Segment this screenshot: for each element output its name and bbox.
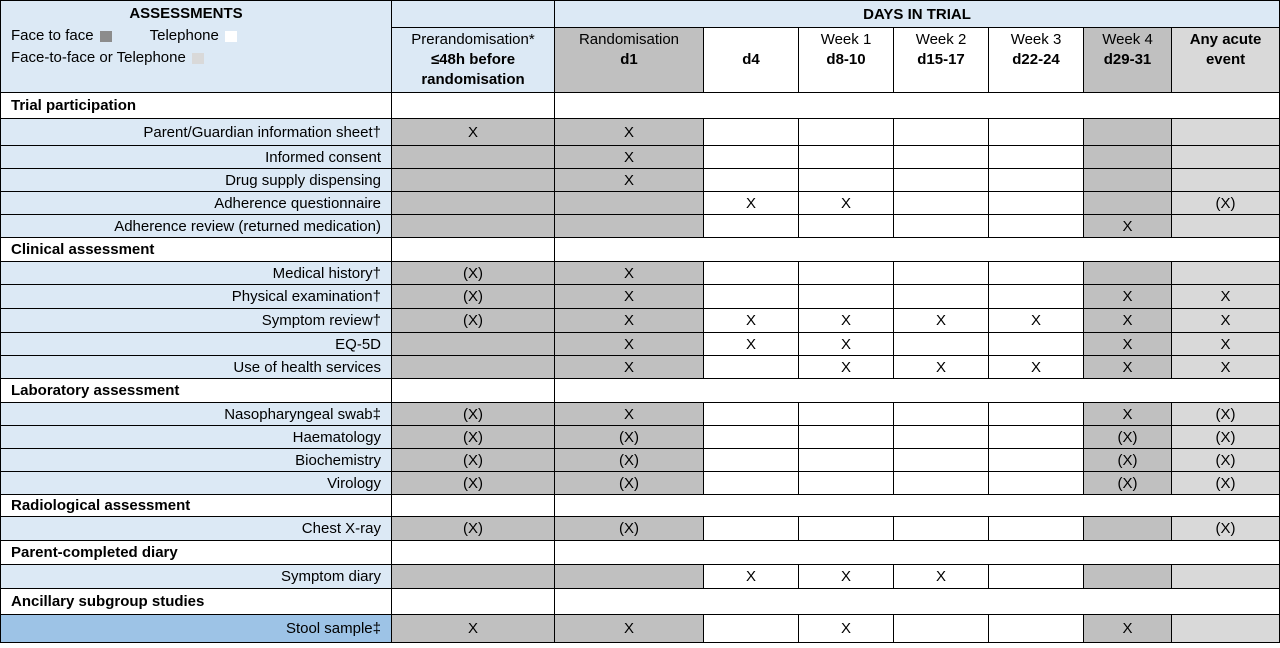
schedule-cell: X bbox=[1172, 356, 1280, 379]
schedule-cell bbox=[894, 146, 989, 169]
schedule-cell bbox=[704, 285, 799, 309]
table-row bbox=[1, 333, 1280, 356]
schedule-cell bbox=[894, 517, 989, 541]
row-label: EQ-5D bbox=[1, 333, 392, 356]
schedule-cell bbox=[1172, 119, 1280, 146]
col-header-line: Prerandomisation* bbox=[411, 31, 535, 48]
table-row bbox=[1, 146, 1280, 169]
schedule-cell bbox=[1084, 517, 1172, 541]
col-header-line: Week 2 bbox=[915, 31, 967, 48]
schedule-cell: (X) bbox=[555, 426, 704, 449]
legend-either-label: Face-to-face or Telephone bbox=[11, 49, 186, 66]
col-header-line bbox=[704, 30, 798, 50]
row-label: Symptom review† bbox=[1, 309, 392, 333]
schedule-cell bbox=[392, 169, 555, 192]
section-blank-cell bbox=[392, 379, 555, 403]
schedule-cell: X bbox=[555, 309, 704, 333]
schedule-cell bbox=[989, 169, 1084, 192]
schedule-cell: X bbox=[894, 309, 989, 333]
col-header-randomisation bbox=[555, 28, 704, 93]
schedule-cell bbox=[894, 119, 989, 146]
schedule-cell bbox=[704, 449, 799, 472]
schedule-cell: (X) bbox=[392, 285, 555, 309]
schedule-cell: (X) bbox=[392, 449, 555, 472]
col-header-line: randomisation bbox=[421, 71, 525, 88]
schedule-cell bbox=[704, 119, 799, 146]
schedule-cell bbox=[1084, 262, 1172, 285]
schedule-cell bbox=[989, 449, 1084, 472]
schedule-cell: X bbox=[989, 356, 1084, 379]
schedule-cell bbox=[989, 472, 1084, 495]
schedule-cell: (X) bbox=[1084, 449, 1172, 472]
schedule-cell: X bbox=[799, 356, 894, 379]
schedule-cell bbox=[894, 426, 989, 449]
schedule-cell: X bbox=[799, 615, 894, 643]
schedule-cell bbox=[894, 215, 989, 238]
schedule-cell bbox=[799, 146, 894, 169]
section-row bbox=[1, 495, 1280, 517]
row-label: Nasopharyngeal swab‡ bbox=[1, 403, 392, 426]
schedule-cell bbox=[894, 262, 989, 285]
schedule-cell bbox=[989, 262, 1084, 285]
schedule-cell: (X) bbox=[1172, 426, 1280, 449]
section-title: Parent-completed diary bbox=[1, 541, 392, 565]
col-header-week4 bbox=[1084, 28, 1172, 93]
schedule-cell: (X) bbox=[392, 262, 555, 285]
schedule-cell: (X) bbox=[392, 426, 555, 449]
assessments-header bbox=[1, 1, 392, 93]
schedule-cell: X bbox=[1172, 285, 1280, 309]
table-row bbox=[1, 356, 1280, 379]
row-label: Haematology bbox=[1, 426, 392, 449]
schedule-cell bbox=[989, 119, 1084, 146]
schedule-cell bbox=[704, 262, 799, 285]
col-header-line: d8-10 bbox=[826, 51, 866, 68]
schedule-cell bbox=[894, 615, 989, 643]
col-header-line: Week 4 bbox=[1102, 31, 1153, 48]
schedule-cell bbox=[989, 333, 1084, 356]
schedule-cell: X bbox=[989, 309, 1084, 333]
schedule-cell bbox=[989, 565, 1084, 589]
schedule-cell bbox=[894, 449, 989, 472]
legend-row-2 bbox=[11, 47, 391, 69]
col-header-line: d15-17 bbox=[917, 51, 965, 68]
schedule-cell: X bbox=[1084, 215, 1172, 238]
table-row bbox=[1, 169, 1280, 192]
days-in-trial-header: DAYS IN TRIAL bbox=[555, 1, 1280, 28]
schedule-cell: X bbox=[704, 333, 799, 356]
schedule-cell bbox=[894, 169, 989, 192]
schedule-cell: X bbox=[799, 333, 894, 356]
schedule-cell: X bbox=[555, 356, 704, 379]
schedule-cell: X bbox=[1084, 285, 1172, 309]
schedule-cell bbox=[989, 146, 1084, 169]
schedule-cell bbox=[989, 615, 1084, 643]
schedule-cell bbox=[704, 472, 799, 495]
schedule-cell: X bbox=[704, 565, 799, 589]
col-header-line: Week 1 bbox=[820, 31, 872, 48]
schedule-cell: (X) bbox=[392, 403, 555, 426]
schedule-cell bbox=[1172, 169, 1280, 192]
section-blank-cell bbox=[555, 541, 1280, 565]
section-title: Clinical assessment bbox=[1, 238, 392, 262]
schedule-cell: X bbox=[555, 146, 704, 169]
col-header-week3 bbox=[989, 28, 1084, 93]
section-blank-cell bbox=[555, 379, 1280, 403]
section-title: Ancillary subgroup studies bbox=[1, 589, 392, 615]
schedule-cell bbox=[989, 403, 1084, 426]
col-header-line: Any acute bbox=[1189, 31, 1262, 48]
schedule-cell: (X) bbox=[1172, 517, 1280, 541]
schedule-cell bbox=[799, 119, 894, 146]
schedule-cell bbox=[704, 615, 799, 643]
col-header-line: d4 bbox=[742, 51, 760, 68]
schedule-cell bbox=[989, 285, 1084, 309]
row-label: Use of health services bbox=[1, 356, 392, 379]
schedule-cell bbox=[392, 565, 555, 589]
row-label: Parent/Guardian information sheet† bbox=[1, 119, 392, 146]
schedule-cell bbox=[392, 333, 555, 356]
schedule-cell bbox=[555, 192, 704, 215]
col-header-prerandomisation bbox=[392, 28, 555, 93]
schedule-cell bbox=[704, 169, 799, 192]
section-blank-cell bbox=[392, 495, 555, 517]
schedule-cell: (X) bbox=[392, 309, 555, 333]
schedule-cell bbox=[392, 146, 555, 169]
schedule-cell: X bbox=[1084, 403, 1172, 426]
schedule-cell bbox=[989, 192, 1084, 215]
schedule-cell bbox=[704, 517, 799, 541]
section-row bbox=[1, 541, 1280, 565]
schedule-cell: X bbox=[392, 615, 555, 643]
schedule-cell: X bbox=[704, 192, 799, 215]
schedule-cell bbox=[989, 517, 1084, 541]
schedule-cell bbox=[1172, 262, 1280, 285]
schedule-cell bbox=[704, 403, 799, 426]
section-row bbox=[1, 589, 1280, 615]
schedule-cell bbox=[1084, 146, 1172, 169]
schedule-cell bbox=[894, 403, 989, 426]
schedule-cell: X bbox=[799, 309, 894, 333]
either-swatch-icon bbox=[192, 53, 204, 64]
schedule-cell bbox=[392, 192, 555, 215]
table-row bbox=[1, 615, 1280, 643]
col-header-line: d29-31 bbox=[1103, 51, 1152, 68]
schedule-cell: (X) bbox=[555, 472, 704, 495]
schedule-cell: X bbox=[799, 565, 894, 589]
schedule-cell bbox=[1172, 146, 1280, 169]
section-blank-cell bbox=[555, 589, 1280, 615]
section-row bbox=[1, 93, 1280, 119]
schedule-cell: X bbox=[1084, 356, 1172, 379]
header-row-top bbox=[1, 1, 1280, 28]
row-label: Physical examination† bbox=[1, 285, 392, 309]
table-row bbox=[1, 403, 1280, 426]
schedule-cell bbox=[894, 333, 989, 356]
section-row bbox=[1, 379, 1280, 403]
col-header-week2 bbox=[894, 28, 989, 93]
table-row bbox=[1, 472, 1280, 495]
schedule-cell: X bbox=[1172, 309, 1280, 333]
row-label: Informed consent bbox=[1, 146, 392, 169]
schedule-cell: X bbox=[555, 285, 704, 309]
col-header-week1 bbox=[799, 28, 894, 93]
table-row bbox=[1, 262, 1280, 285]
schedule-cell: (X) bbox=[555, 517, 704, 541]
schedule-cell: X bbox=[555, 169, 704, 192]
assessments-title: ASSESSMENTS bbox=[129, 5, 243, 22]
schedule-cell: X bbox=[894, 565, 989, 589]
col-header-any-acute-event bbox=[1172, 28, 1280, 93]
col-header-line: Week 3 bbox=[1010, 31, 1062, 48]
table-row bbox=[1, 426, 1280, 449]
row-label: Adherence review (returned medication) bbox=[1, 215, 392, 238]
schedule-cell: X bbox=[704, 309, 799, 333]
row-label: Stool sample‡ bbox=[1, 615, 392, 643]
schedule-cell bbox=[704, 356, 799, 379]
schedule-cell bbox=[1084, 192, 1172, 215]
schedule-cell bbox=[799, 517, 894, 541]
schedule-cell bbox=[1084, 119, 1172, 146]
schedule-cell: (X) bbox=[555, 449, 704, 472]
face-to-face-swatch-icon bbox=[100, 31, 112, 42]
legend-telephone-label: Telephone bbox=[149, 27, 219, 44]
row-label: Adherence questionnaire bbox=[1, 192, 392, 215]
section-blank-cell bbox=[555, 495, 1280, 517]
section-blank-cell bbox=[555, 93, 1280, 119]
schedule-cell bbox=[392, 215, 555, 238]
table-row bbox=[1, 285, 1280, 309]
schedule-cell bbox=[894, 472, 989, 495]
schedule-cell bbox=[894, 285, 989, 309]
section-blank-cell bbox=[392, 238, 555, 262]
schedule-cell: X bbox=[1084, 309, 1172, 333]
schedule-cell bbox=[799, 403, 894, 426]
schedule-cell bbox=[799, 169, 894, 192]
schedule-cell: (X) bbox=[392, 517, 555, 541]
schedule-cell: X bbox=[1172, 333, 1280, 356]
schedule-cell bbox=[704, 426, 799, 449]
schedule-cell bbox=[799, 472, 894, 495]
row-label: Medical history† bbox=[1, 262, 392, 285]
schedule-cell: (X) bbox=[1084, 472, 1172, 495]
schedule-cell: X bbox=[555, 403, 704, 426]
schedule-cell bbox=[989, 215, 1084, 238]
schedule-cell: (X) bbox=[1172, 472, 1280, 495]
schedule-cell: (X) bbox=[1172, 192, 1280, 215]
section-title: Radiological assessment bbox=[1, 495, 392, 517]
schedule-cell bbox=[1084, 565, 1172, 589]
schedule-cell: X bbox=[1084, 615, 1172, 643]
table-row bbox=[1, 215, 1280, 238]
legend-row-1 bbox=[11, 25, 391, 47]
schedule-cell bbox=[555, 565, 704, 589]
schedule-cell bbox=[555, 215, 704, 238]
table-row bbox=[1, 119, 1280, 146]
col-header-d4 bbox=[704, 28, 799, 93]
schedule-cell bbox=[894, 192, 989, 215]
schedule-cell bbox=[704, 215, 799, 238]
section-blank-cell bbox=[392, 93, 555, 119]
schedule-cell bbox=[1172, 565, 1280, 589]
schedule-cell: (X) bbox=[1172, 449, 1280, 472]
section-blank-cell bbox=[392, 541, 555, 565]
schedule-cell bbox=[392, 356, 555, 379]
schedule-cell bbox=[799, 449, 894, 472]
table-row bbox=[1, 517, 1280, 541]
row-label: Virology bbox=[1, 472, 392, 495]
blank-header-cell bbox=[392, 1, 555, 28]
col-header-line: ≤48h before bbox=[430, 51, 516, 68]
table-row bbox=[1, 192, 1280, 215]
section-blank-cell bbox=[392, 589, 555, 615]
schedule-cell bbox=[799, 262, 894, 285]
schedule-cell bbox=[799, 285, 894, 309]
schedule-cell: X bbox=[894, 356, 989, 379]
schedule-cell: X bbox=[555, 615, 704, 643]
table-row bbox=[1, 309, 1280, 333]
schedule-cell: X bbox=[799, 192, 894, 215]
row-label: Biochemistry bbox=[1, 449, 392, 472]
col-header-line: Randomisation bbox=[578, 31, 680, 48]
legend-face-to-face-label: Face to face bbox=[11, 27, 94, 44]
schedule-cell bbox=[989, 426, 1084, 449]
telephone-swatch-icon bbox=[225, 31, 237, 42]
schedule-cell: X bbox=[1084, 333, 1172, 356]
schedule-cell: (X) bbox=[392, 472, 555, 495]
section-title: Laboratory assessment bbox=[1, 379, 392, 403]
schedule-cell bbox=[1172, 215, 1280, 238]
section-row bbox=[1, 238, 1280, 262]
schedule-cell: X bbox=[555, 333, 704, 356]
row-label: Symptom diary bbox=[1, 565, 392, 589]
section-title: Trial participation bbox=[1, 93, 392, 119]
schedule-cell bbox=[799, 215, 894, 238]
schedule-cell: X bbox=[555, 262, 704, 285]
schedule-cell: (X) bbox=[1172, 403, 1280, 426]
schedule-cell: X bbox=[555, 119, 704, 146]
schedule-cell bbox=[1084, 169, 1172, 192]
col-header-line: event bbox=[1205, 51, 1246, 68]
table-row bbox=[1, 449, 1280, 472]
schedule-cell bbox=[1172, 615, 1280, 643]
row-label: Drug supply dispensing bbox=[1, 169, 392, 192]
col-header-line: d1 bbox=[620, 51, 638, 68]
schedule-cell bbox=[704, 146, 799, 169]
section-blank-cell bbox=[555, 238, 1280, 262]
schedule-cell bbox=[799, 426, 894, 449]
row-label: Chest X-ray bbox=[1, 517, 392, 541]
table-row bbox=[1, 565, 1280, 589]
schedule-cell: X bbox=[392, 119, 555, 146]
col-header-line: d22-24 bbox=[1012, 51, 1060, 68]
schedule-cell: (X) bbox=[1084, 426, 1172, 449]
